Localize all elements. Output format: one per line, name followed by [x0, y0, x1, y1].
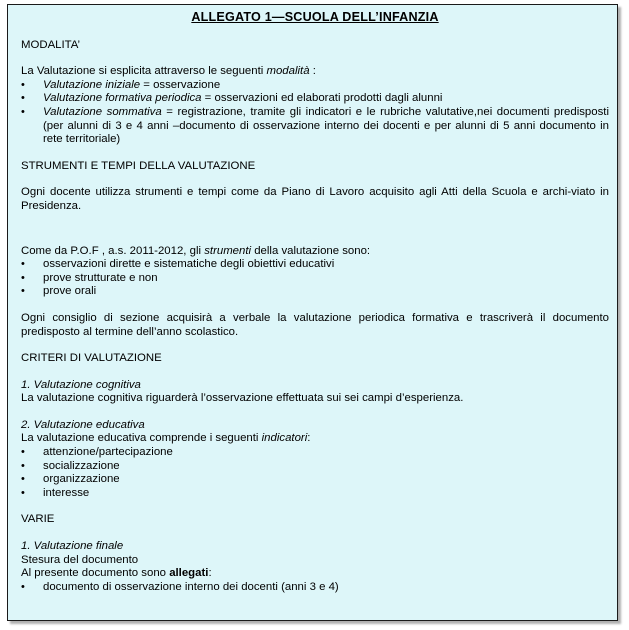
modalita-list	[21, 79, 609, 147]
finale-title: 1. Valutazione finale	[21, 540, 124, 553]
list-item: • documento di osservazione interno dei docenti (anni 3 e 4)	[21, 581, 609, 595]
list-item: • osservazioni dirette e sistematiche degli obiettivi educativi	[21, 258, 609, 272]
indicatori-list	[21, 446, 609, 500]
strumenti-heading: STRUMENTI E TEMPI DELLA VALUTAZIONE	[21, 159, 256, 172]
pof-intro: Come da P.O.F , a.s. 2011-2012, gli strumenti della valutazione sono:	[21, 244, 371, 257]
list-item: • interesse	[21, 487, 609, 501]
consiglio-paragraph: Ogni consiglio di sezione acquisirà a verbale la valutazione periodica formativa e trascriverà il documento predisposto al termine dell’anno scolastico.	[21, 311, 609, 338]
list-item: • Valutazione sommativa = registrazione, tramite gli indicatori e le rubriche valutative,nei documenti predisposti (per alunni di 3 e 4 anni –documento di osservazione interno dei docenti e per alunni di 5 anni documento in rete territoriale)	[21, 106, 609, 147]
list-item: • Valutazione iniziale = osservazione	[21, 79, 609, 93]
list-item: • attenzione/partecipazione	[21, 446, 609, 460]
list-item: • prove strutturate e non	[21, 272, 609, 286]
list-item: • socializzazione	[21, 460, 609, 474]
list-item: • organizzazione	[21, 473, 609, 487]
allegati-list	[21, 581, 609, 595]
educativa-title: 2. Valutazione educativa	[21, 418, 145, 431]
allegati-intro: Al presente documento sono allegati:	[21, 567, 212, 580]
list-item: • Valutazione formativa periodica = osservazioni ed elaborati prodotti dagli alunni	[21, 92, 609, 106]
varie-heading: VARIE	[21, 513, 55, 526]
document-title: ALLEGATO 1—SCUOLA DELL’INFANZIA	[191, 10, 439, 24]
cognitiva-title: 1. Valutazione cognitiva	[21, 378, 141, 391]
stesura-text: Stesura del documento	[21, 553, 139, 566]
criteri-heading: CRITERI DI VALUTAZIONE	[21, 352, 162, 365]
list-item: • prove orali	[21, 285, 609, 299]
educativa-intro: La valutazione educativa comprende i seguenti indicatori:	[21, 432, 311, 445]
strumenti-paragraph: Ogni docente utilizza strumenti e tempi come da Piano di Lavoro acquisito agli Atti della Scuola e archi-viato in Presidenza.	[21, 186, 609, 212]
modalita-heading: MODALITA’	[21, 38, 81, 51]
cognitiva-text: La valutazione cognitiva riguarderà l’osservazione effettuata sui sei campi d’esperienza.	[21, 392, 464, 405]
document-page	[7, 4, 618, 621]
modalita-intro: La Valutazione si esplicita attraverso le seguenti modalità :	[21, 65, 316, 78]
strumenti-list	[21, 258, 609, 299]
